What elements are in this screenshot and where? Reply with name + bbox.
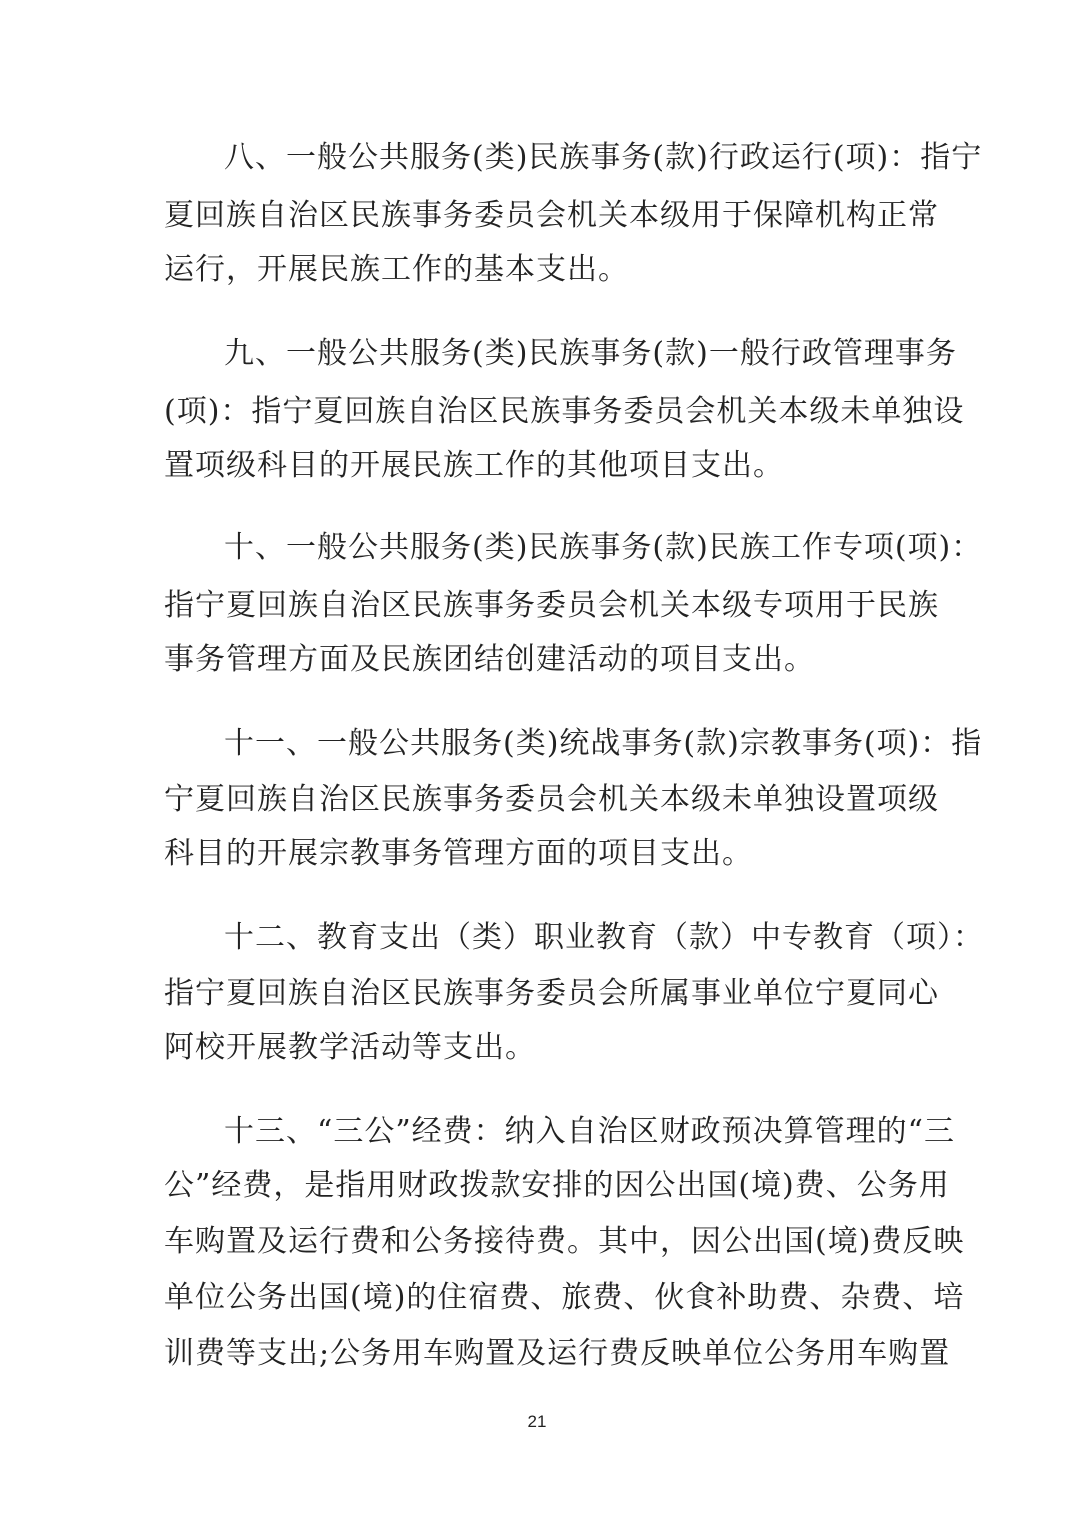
paragraph-8-line-3: 运行，开展民族工作的基本支出。	[164, 252, 629, 287]
paragraph-13-line-3: 车购置及运行费和公务接待费。其中，因公出国(境)费反映	[164, 1224, 965, 1259]
paragraph-8-line-1: 八、一般公共服务(类)民族事务(款)行政运行(项)：指宁	[224, 140, 983, 175]
paragraph-10-line-1: 十、一般公共服务(类)民族事务(款)民族工作专项(项)：	[224, 530, 983, 565]
paragraph-12-line-3: 阿校开展教学活动等支出。	[164, 1030, 536, 1065]
paragraph-8-line-2: 夏回族自治区民族事务委员会机关本级用于保障机构正常	[164, 198, 939, 233]
paragraph-11-line-2: 宁夏回族自治区民族事务委员会机关本级未单独设置项级	[164, 782, 939, 817]
paragraph-13-line-1: 十三、“三公”经费：纳入自治区财政预决算管理的“三	[224, 1114, 956, 1149]
paragraph-13-line-4: 单位公务出国(境)的住宿费、旅费、伙食补助费、杂费、培	[164, 1280, 965, 1315]
paragraph-12-line-1: 十二、教育支出（类）职业教育（款）中专教育（项）：	[224, 920, 984, 955]
paragraph-9-line-2: (项)：指宁夏回族自治区民族事务委员会机关本级未单独设	[164, 394, 965, 429]
paragraph-12-line-2: 指宁夏回族自治区民族事务委员会所属事业单位宁夏同心	[164, 976, 939, 1011]
paragraph-10-line-2: 指宁夏回族自治区民族事务委员会机关本级专项用于民族	[164, 588, 939, 623]
paragraph-9-line-3: 置项级科目的开展民族工作的其他项目支出。	[164, 448, 784, 483]
page-number: 21	[527, 1412, 547, 1431]
paragraph-9-line-1: 九、一般公共服务(类)民族事务(款)一般行政管理事务	[224, 336, 957, 371]
paragraph-11-line-3: 科目的开展宗教事务管理方面的项目支出。	[164, 836, 753, 871]
paragraph-11-line-1: 十一、一般公共服务(类)统战事务(款)宗教事务(项)：指	[224, 726, 983, 761]
paragraph-13-line-5: 训费等支出;公务用车购置及运行费反映单位公务用车购置	[164, 1336, 951, 1371]
paragraph-13-line-2: 公”经费，是指用财政拨款安排的因公出国(境)费、公务用	[164, 1168, 950, 1203]
paragraph-10-line-3: 事务管理方面及民族团结创建活动的项目支出。	[164, 642, 815, 677]
